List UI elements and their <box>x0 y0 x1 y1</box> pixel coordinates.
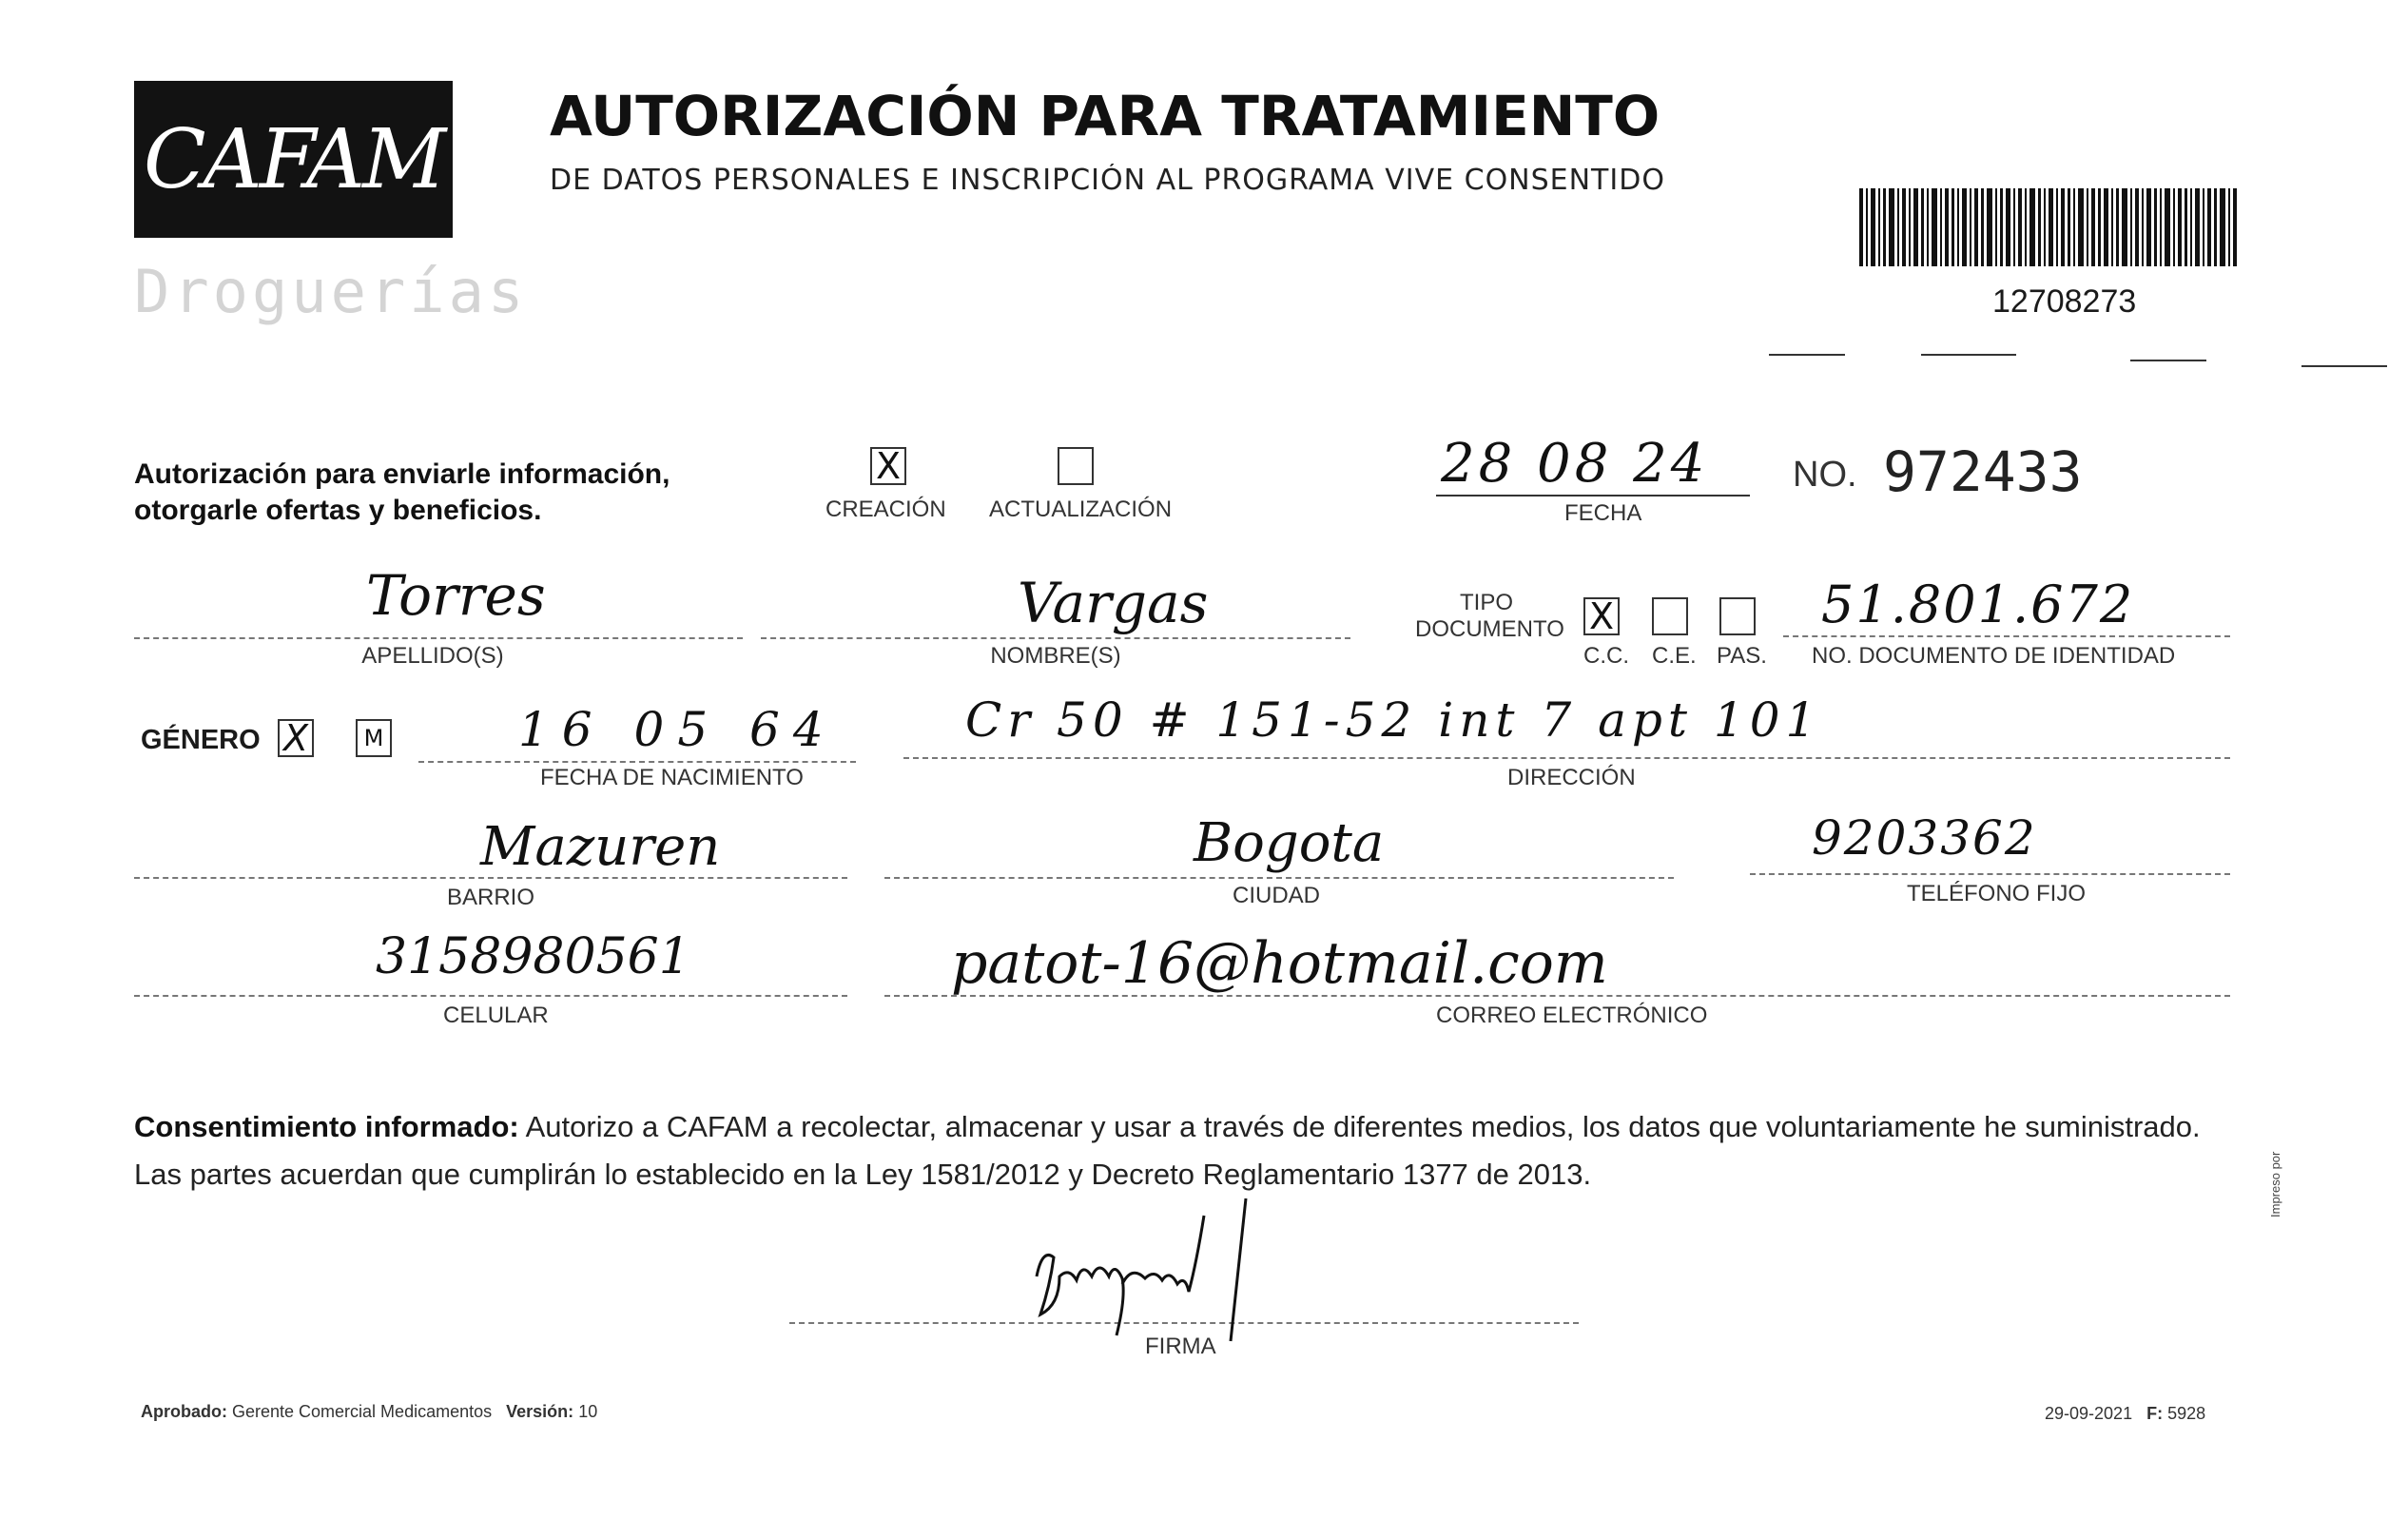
consent-heading: Consentimiento informado: <box>134 1110 519 1143</box>
nombre-value[interactable]: Vargas <box>1018 571 1209 635</box>
footer-date: 29-09-2021 <box>2045 1404 2133 1423</box>
ce-checkbox[interactable] <box>1652 597 1688 635</box>
logo-text: CAFAM <box>143 111 444 207</box>
documento-line <box>1783 635 2230 637</box>
documento-label: NO. DOCUMENTO DE IDENTIDAD <box>1812 643 2176 669</box>
telefono-label: TELÉFONO FIJO <box>1907 881 2087 906</box>
tipo-label-2: DOCUMENTO <box>1415 616 1564 642</box>
barrio-label: BARRIO <box>447 885 535 910</box>
celular-value[interactable]: 3158980561 <box>376 928 690 985</box>
footer-code <box>2045 1404 2205 1424</box>
genero-label: GÉNERO <box>141 725 261 755</box>
cafam-logo <box>134 81 453 238</box>
direccion-value[interactable]: Cr 50 # 151-52 int 7 apt 101 <box>965 692 1822 748</box>
tipo-label-1: TIPO <box>1459 590 1513 615</box>
cc-checkbox[interactable]: X <box>1583 597 1620 635</box>
intro-line-1: Autorización para enviarle información, <box>134 458 670 490</box>
barcode-number: 12708273 <box>1992 283 2137 320</box>
form-title: AUTORIZACIÓN PARA TRATAMIENTO <box>550 84 1660 148</box>
logo-subtitle: Droguerías <box>134 257 528 326</box>
aprobado-value: Gerente Comercial Medicamentos <box>232 1402 493 1421</box>
header-rule <box>2301 365 2387 367</box>
apellido-value[interactable]: Torres <box>366 563 546 628</box>
nombre-label: NOMBRE(S) <box>990 643 1121 669</box>
documento-value[interactable]: 51.801.672 <box>1821 574 2135 634</box>
ce-label: C.E. <box>1652 643 1697 669</box>
apellido-label: APELLIDO(S) <box>361 643 504 669</box>
pas-checkbox[interactable] <box>1719 597 1756 635</box>
fecha-value[interactable]: 28 08 24 <box>1441 433 1709 495</box>
version-label: Versión: <box>506 1402 574 1421</box>
header-rule <box>1769 354 1845 356</box>
intro-line-2: otorgarle ofertas y beneficios. <box>134 495 542 526</box>
celular-line <box>134 995 847 997</box>
genero-m-checkbox[interactable]: M <box>356 719 392 757</box>
header-rule <box>1921 354 2016 356</box>
celular-label: CELULAR <box>443 1003 549 1028</box>
ciudad-label: CIUDAD <box>1233 883 1321 908</box>
direccion-label: DIRECCIÓN <box>1507 765 1636 790</box>
pas-label: PAS. <box>1717 643 1767 669</box>
cc-label: C.C. <box>1583 643 1629 669</box>
header-rule <box>2130 360 2206 361</box>
intro-text <box>134 457 670 529</box>
nacimiento-line <box>418 761 856 763</box>
actualizacion-checkbox[interactable] <box>1058 447 1094 485</box>
consent-line-1: Autorizo a CAFAM a recolectar, almacenar y usar a través de diferentes medios, los datos que voluntariamente he suministrado. <box>525 1110 2201 1143</box>
ciudad-value[interactable]: Bogota <box>1194 812 1385 874</box>
correo-label: CORREO ELECTRÓNICO <box>1436 1003 1708 1028</box>
barcode-graphic <box>1859 188 2240 266</box>
genero-f-checkbox[interactable]: X <box>278 719 314 757</box>
nombre-line <box>761 637 1350 639</box>
barrio-value[interactable]: Mazuren <box>480 816 721 878</box>
nacimiento-value[interactable]: 16 05 64 <box>518 702 837 757</box>
creacion-checkbox[interactable]: X <box>870 447 906 485</box>
footer-approval <box>141 1402 597 1422</box>
form-value: 5928 <box>2167 1404 2206 1423</box>
version-value: 10 <box>578 1402 598 1421</box>
form-label: F: <box>2146 1404 2164 1423</box>
actualizacion-label: ACTUALIZACIÓN <box>989 497 1173 522</box>
no-value: 972433 <box>1883 439 2083 504</box>
fecha-label: FECHA <box>1564 500 1642 526</box>
telefono-value[interactable]: 9203362 <box>1812 810 2037 866</box>
consent-block <box>134 1103 2226 1198</box>
consent-line-2: Las partes acuerdan que cumplirán lo establecido en la Ley 1581/2012 y Decreto Reglamentario 1377 de 2013. <box>134 1158 1592 1191</box>
tipo-documento-label <box>1415 590 1564 643</box>
fecha-line <box>1436 495 1750 497</box>
form-subtitle: DE DATOS PERSONALES E INSCRIPCIÓN AL PROGRAMA VIVE CONSENTIDO <box>550 164 1665 197</box>
direccion-line <box>903 757 2230 759</box>
correo-value[interactable]: patot-16@hotmail.com <box>951 930 1608 997</box>
aprobado-label: Aprobado: <box>141 1402 227 1421</box>
telefono-line <box>1750 873 2230 875</box>
nacimiento-label: FECHA DE NACIMIENTO <box>540 765 804 790</box>
creacion-label: CREACIÓN <box>825 497 946 522</box>
firma-label: FIRMA <box>1145 1334 1216 1359</box>
ciudad-line <box>884 877 1674 879</box>
no-label: NO. <box>1793 455 1857 495</box>
side-print-text: Impreso por <box>2268 1151 2282 1217</box>
apellido-line <box>134 637 743 639</box>
